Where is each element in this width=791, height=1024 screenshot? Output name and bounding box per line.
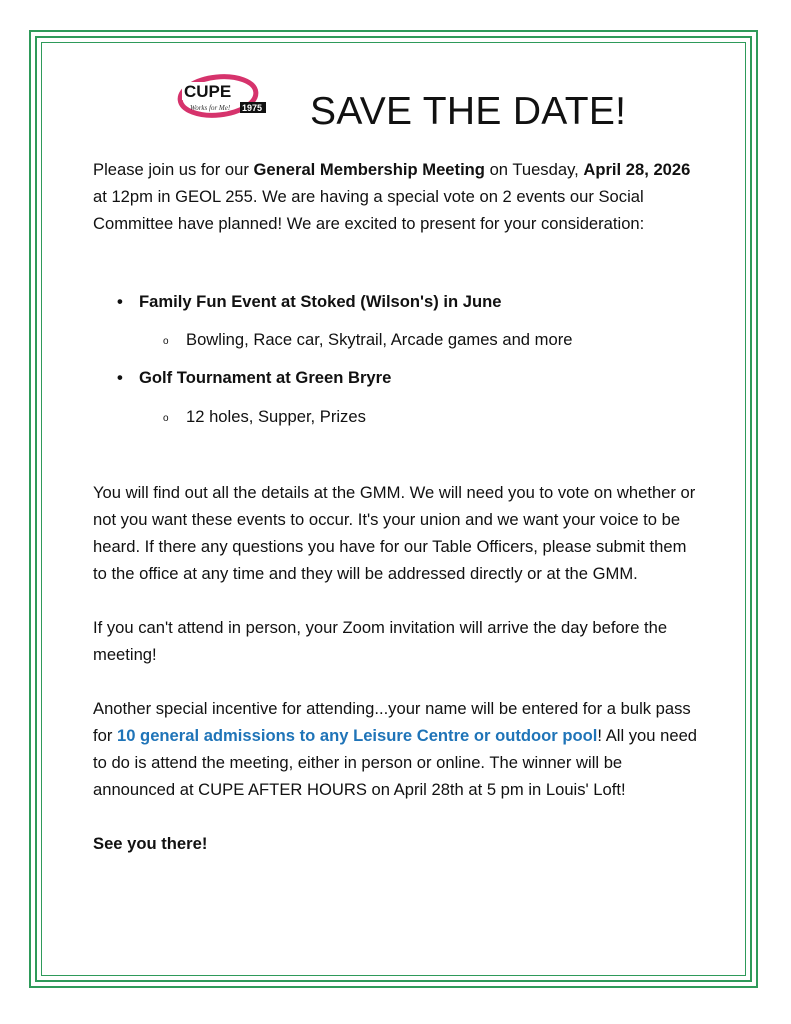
event-item-family-fun <box>93 288 703 315</box>
intro-paragraph <box>93 156 703 237</box>
page-title: SAVE THE DATE! <box>310 90 627 133</box>
logo-local-number: 1975 <box>242 103 263 113</box>
prize-highlight: 10 general admissions to any Leisure Centre or outdoor pool <box>116 726 598 745</box>
cupe-logo <box>176 70 272 122</box>
intro-text-2: on Tuesday, <box>484 160 584 179</box>
bullet-icon: • <box>117 292 123 311</box>
incentive-paragraph <box>93 695 703 803</box>
event-title: Golf Tournament at Green Bryre <box>139 368 392 387</box>
details-paragraph: You will find out all the details at the GMM. We will need you to vote on whether or not you want these events to occur. It's your union and we want your voice to be heard. If there any questions you have for our Table Officers, please submit them to the office at any time and they will be addressed directly or at the GMM. <box>93 483 696 583</box>
incentive-text-1: Another special incentive for attending...your name will be entered for a bulk pass for <box>93 699 691 745</box>
intro-text-1: Please join us for our <box>93 160 254 179</box>
sub-bullet-icon: o <box>163 336 169 347</box>
document-body <box>93 156 703 857</box>
bullet-icon: • <box>117 368 123 387</box>
event-title: Family Fun Event at Stoked (Wilson's) in June <box>139 292 502 311</box>
event-detail: Bowling, Race car, Skytrail, Arcade games and more <box>186 330 573 349</box>
logo-wordmark: CUPE <box>184 82 232 101</box>
meeting-name: General Membership Meeting <box>253 160 485 179</box>
closing-line: See you there! <box>93 834 208 853</box>
logo-tagline: Works for Me! <box>190 104 231 112</box>
event-detail-golf <box>93 403 703 430</box>
incentive-text-2: ! All you need to do is attend the meeting, either in person or online. The winner will be announced at CUPE AFTER HOURS on April 28th at 5 pm in Louis' Loft! <box>93 726 698 799</box>
intro-text-3: at 12pm in GEOL 255. We are having a special vote on 2 events our Social Committee have planned! We are excited to present for your consideration: <box>93 187 645 233</box>
event-item-golf <box>93 364 703 391</box>
sub-bullet-icon: o <box>163 413 169 424</box>
zoom-paragraph: If you can't attend in person, your Zoom invitation will arrive the day before the meeting! <box>93 618 668 664</box>
event-detail-family-fun <box>93 326 703 353</box>
event-detail: 12 holes, Supper, Prizes <box>186 407 366 426</box>
meeting-date: April 28, 2026 <box>583 160 691 179</box>
